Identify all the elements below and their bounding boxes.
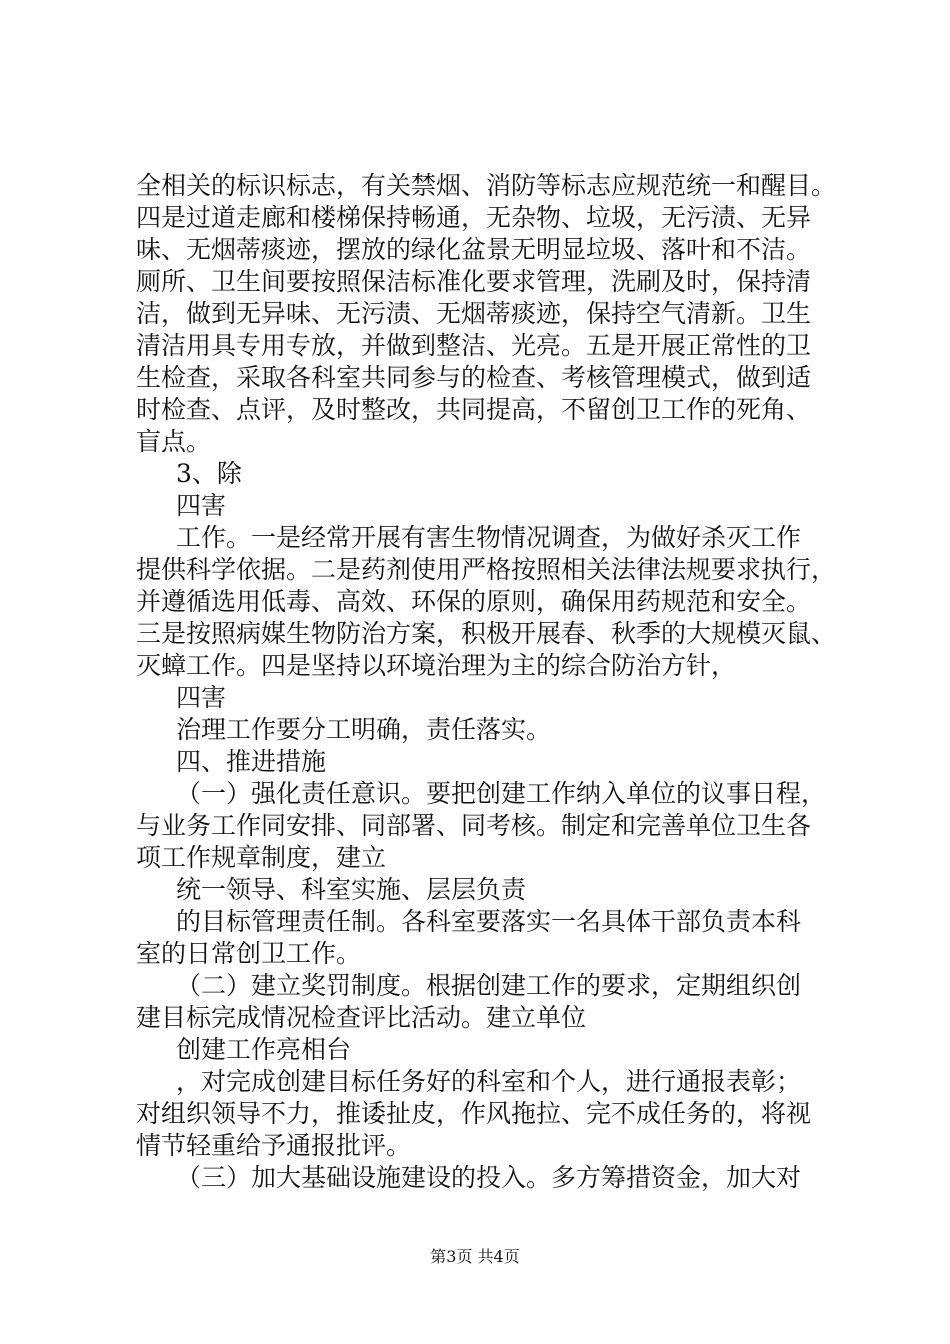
text-line: （二）建立奖罚制度。根据创建工作的要求，定期组织创 (176, 971, 802, 1000)
text-line: 盲点。 (136, 427, 212, 456)
text-line: 清洁用具专用专放，并做到整洁、光亮。五是开展正常性的卫 (136, 331, 812, 360)
text-line: 并遵循选用低毒、高效、环保的原则，确保用药规范和安全。 (136, 587, 812, 616)
text-line: 治理工作要分工明确，责任落实。 (176, 715, 552, 744)
text-line: ，对完成创建目标任务好的科室和个人，进行通报表彰； (176, 1067, 802, 1096)
text-line: 情节轻重给予通报批评。 (136, 1131, 412, 1160)
text-line: 生检查，采取各科室共同参与的检查、考核管理模式，做到适 (136, 363, 812, 392)
text-line: （三）加大基础设施建设的投入。多方筹措资金，加大对 (176, 1163, 802, 1192)
text-line: 3、除 (176, 459, 242, 488)
text-line: 与业务工作同安排、同部署、同考核。制定和完善单位卫生各 (136, 811, 812, 840)
text-line: 四是过道走廊和楼梯保持畅通，无杂物、垃圾，无污渍、无异 (136, 203, 812, 232)
text-line: 四害 (176, 491, 227, 520)
text-line: 提供科学依据。二是药剂使用严格按照相关法律法规要求执行， (136, 555, 837, 584)
text-line: 创建工作亮相台 (176, 1035, 352, 1064)
text-line: 对组织领导不力，推诿扯皮，作风拖拉、完不成任务的，将视 (136, 1099, 812, 1128)
text-line: 统一领导、科室实施、层层负责 (176, 875, 527, 904)
text-line: 建目标完成情况检查评比活动。建立单位 (136, 1003, 587, 1032)
text-line: 工作。一是经常开展有害生物情况调查，为做好杀灭工作 (176, 523, 802, 552)
text-line: 三是按照病媒生物防治方案，积极开展春、秋季的大规模灭鼠、 (136, 619, 837, 648)
text-line: 四害 (176, 683, 227, 712)
text-line: 项工作规章制度，建立 (136, 843, 387, 872)
text-line: 灭蟑工作。四是坚持以环境治理为主的综合防治方针， (136, 651, 737, 680)
text-line: 洁，做到无异味、无污渍、无烟蒂痰迹，保持空气清新。卫生 (136, 299, 812, 328)
text-line: 味、无烟蒂痰迹，摆放的绿化盆景无明显垃圾、落叶和不洁。 (136, 235, 812, 264)
text-line: （一）强化责任意识。要把创建工作纳入单位的议事日程， (176, 779, 827, 808)
text-line: 的目标管理责任制。各科室要落实一名具体干部负责本科 (176, 907, 802, 936)
text-line: 室的日常创卫工作。 (136, 939, 362, 968)
text-line: 厕所、卫生间要按照保洁标准化要求管理，洗刷及时，保持清 (136, 267, 812, 296)
text-line: 全相关的标识标志，有关禁烟、消防等标志应规范统一和醒目。 (136, 171, 837, 200)
body-text (136, 170, 856, 1194)
page-footer: 第3页 共4页 (430, 1247, 520, 1266)
text-line: 四、推进措施 (176, 747, 327, 776)
text-line: 时检查、点评，及时整改，共同提高，不留创卫工作的死角、 (136, 395, 812, 424)
